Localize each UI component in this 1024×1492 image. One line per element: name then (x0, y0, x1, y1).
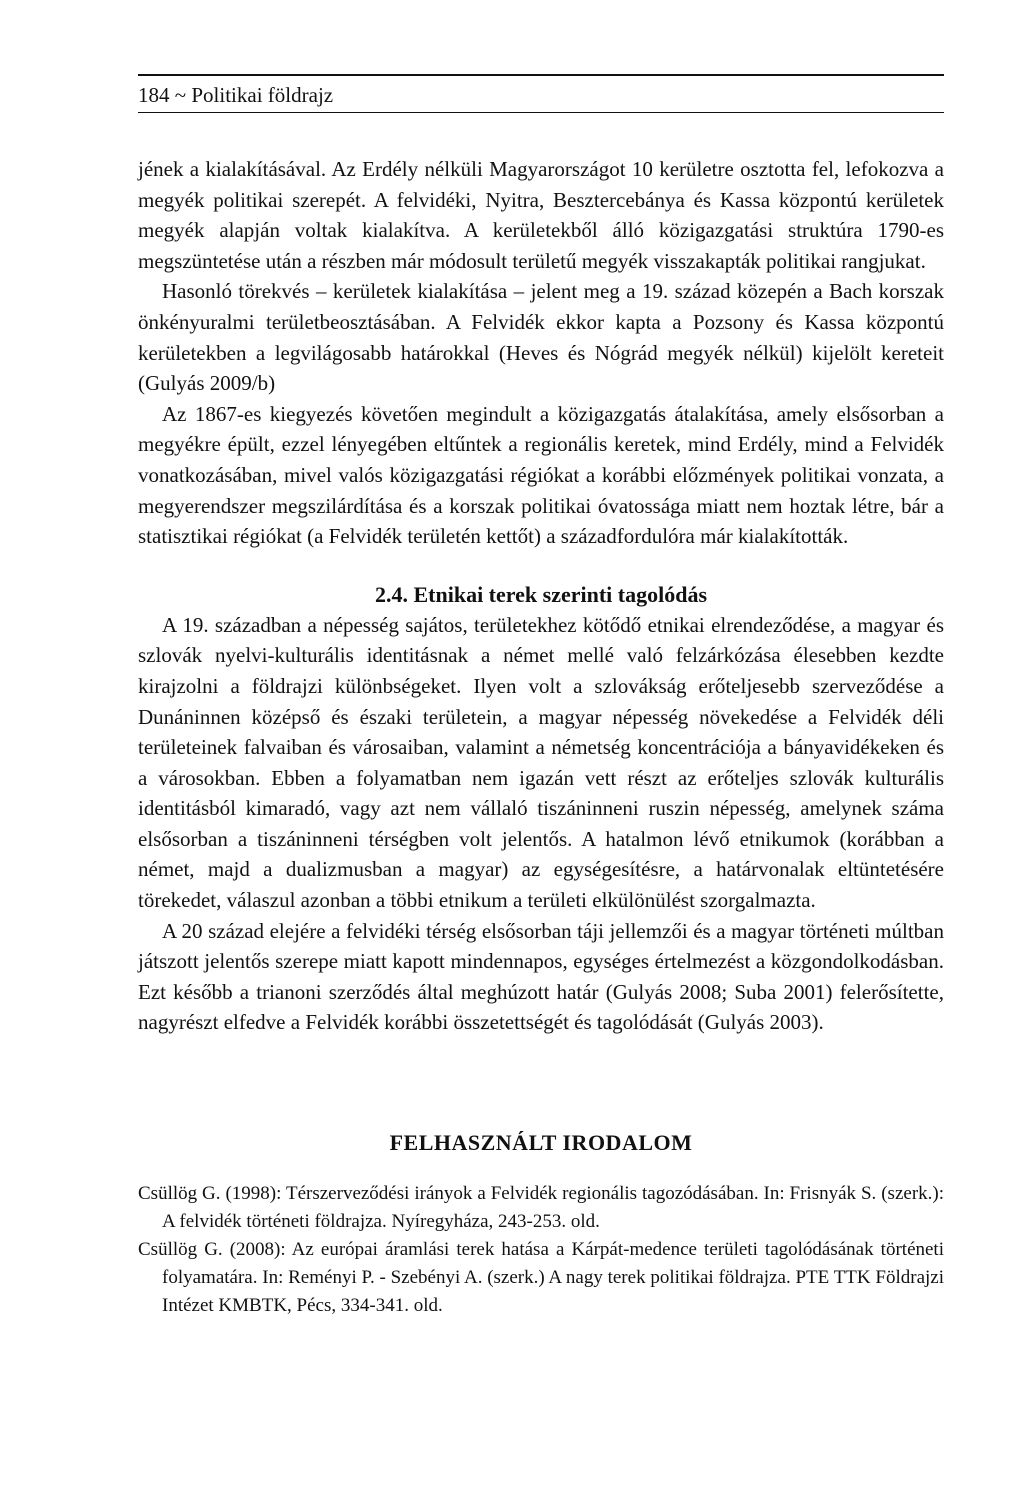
page-body (138, 154, 944, 1320)
header-rule-bottom (138, 112, 944, 113)
section-heading: 2.4. Etnikai terek szerinti tagolódás (374, 581, 708, 607)
paragraph: A 20 század elejére a felvidéki térség elsősorban táji jellemzői és a magyar történeti múltban játszott jelentős szerepe miatt kapott mindennapos, egységes értelmezést a közgondolkodásban. Ezt később a trianoni szerződés által meghúzott határ (Gulyás 2008; Suba 2001) felerősítette, nagyrészt elfedve a Felvidék korábbi összetettségét és tagolódását (Gulyás 2003). (138, 918, 944, 1035)
paragraph: A 19. században a népesség sajátos, területekhez kötődő etnikai elrendeződése, a magyar és szlovák nyelvi-kulturális identitásnak a német mellé való felzárkózása élesebben kezdte kirajzolni a földrajzi különbségeket. Ilyen volt a szlovákság erőteljesebb szerveződése a Dunáninnen középső és északi területein, a magyar népesség növekedése a Felvidék déli területeinek falvaiban és városaiban, valamint a németség koncentrációja a bányavidékeken és a városokban. Ebben a folyamatban nem igazán vett részt az erőteljes szlovák kulturális identitásból kimaradó, vagy azt nem vállaló tiszáninneni ruszin népesség, amelynek száma elsősorban a tiszáninneni térségben volt jelentős. A hatalmon lévő etnikumok (korábban a német, majd a dualizmusban a magyar) az egységesítésre, a határvonalak eltüntetésére törekedet, válaszul azonban a többi etnikum a területi elkülönülést szorgalmazta. (138, 612, 944, 913)
header-rule-top (138, 74, 944, 76)
bibliography-entry: Csüllög G. (1998): Térszerveződési irányok a Felvidék regionális tagozódásában. In: Frisnyák S. (szerk.): A felvidék történeti földrajza. Nyíregyháza, 243-253. old. (138, 1183, 944, 1233)
paragraph: Az 1867-es kiegyezés követően megindult a közigazgatás átalakítása, amely elsősorban a megyékre épült, ezzel lényegében eltűntek a regionális keretek, mind Erdély, mind a Felvidék vonatkozásában, mivel valós közigazgatási régiókat a korábbi előzmények politikai vonzata, a megyerendszer megszilárdítása és a korszak politikai óvatossága miatt nem hoztak létre, bár a statisztikai régiókat (a Felvidék területén kettőt) a századfordulóra már kialakították. (138, 401, 944, 549)
paragraph: Hasonló törekvés – kerületek kialakítása – jelent meg a 19. század közepén a Bach korszak önkényuralmi területbeosztásában. A Felvidék ekkor kapta a Pozsony és Kassa központú kerületekben a legvilágosabb határokkal (Heves és Nógrád megyék nélkül) kijelölt kereteit (Gulyás 2009/b) (138, 279, 944, 396)
bibliography-heading: FELHASZNÁLT IRODALOM (389, 1130, 693, 1156)
page-number: 184 (138, 83, 170, 107)
running-title: Politikai földrajz (191, 83, 334, 107)
paragraph-continued: jének a kialakításával. Az Erdély nélküli Magyarországot 10 kerületre osztotta fel, lefokozva a megyék politikai szerepét. A felvidéki, Nyitra, Besztercebánya és Kassa központú kerületek megyék alapján voltak kialakítva. A kerületekből álló közigazgatási struktúra 1790-es megszüntetése után a részben már módosult területű megyék visszakapták politikai rangjukat. (138, 157, 944, 273)
running-header (138, 80, 944, 110)
header-separator: ~ (174, 83, 187, 107)
bibliography-entry: Csüllög G. (2008): Az európai áramlási terek hatása a Kárpát-medence területi tagolódásának történeti folyamatára. In: Reményi P. - Szebényi A. (szerk.) A nagy terek politikai földrajza. PTE TTK Földrajzi Intézet KMBTK, Pécs, 334-341. old. (138, 1239, 944, 1317)
